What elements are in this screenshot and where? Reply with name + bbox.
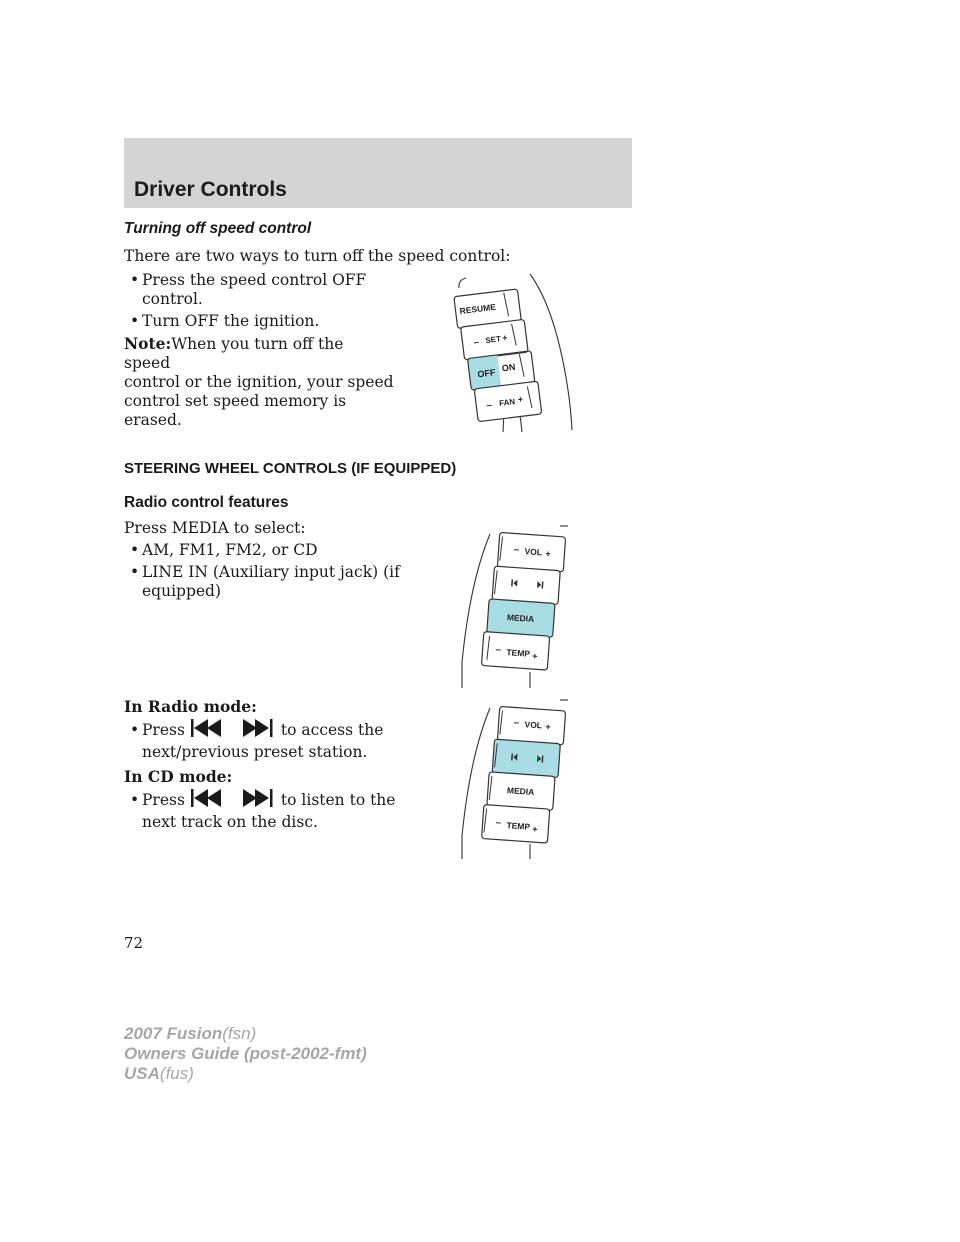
- bullet-dot: •: [130, 721, 140, 739]
- prev-next-icon: [187, 717, 279, 739]
- set-label: SET: [484, 334, 502, 346]
- fan-label: FAN: [498, 397, 516, 408]
- off-label: OFF: [476, 367, 496, 380]
- seek-highlight: [492, 739, 560, 778]
- temp-label: TEMP: [506, 820, 531, 832]
- steering-heading: STEERING WHEEL CONTROLS (IF EQUIPPED): [124, 460, 457, 477]
- vol-plus: +: [545, 721, 552, 733]
- section-header: [124, 138, 632, 208]
- section-title: Driver Controls: [134, 178, 287, 201]
- media-bullet-2: • LINE IN (Auxiliary input jack) (if equipped): [130, 563, 400, 600]
- bullet-dot: •: [130, 312, 140, 330]
- temp-plus: +: [531, 650, 538, 662]
- document-footer: 2007 Fusion(fsn) Owners Guide (post-2002-fmt) USA(fus): [124, 1024, 367, 1083]
- speed-off-subtitle: Turning off speed control: [124, 220, 312, 237]
- vol-label: VOL: [524, 546, 543, 558]
- media-label: MEDIA: [506, 612, 535, 625]
- fan-minus: –: [485, 399, 493, 412]
- set-plus: +: [501, 332, 509, 344]
- vol-label: VOL: [524, 719, 543, 731]
- radio-seek-diagram: [450, 696, 575, 861]
- prev-next-icon: [187, 787, 279, 809]
- vol-minus: –: [513, 717, 520, 729]
- cd-mode-label: In CD mode:: [124, 767, 233, 786]
- temp-minus: –: [495, 644, 502, 656]
- bullet-dot: •: [130, 541, 140, 559]
- note-label: Note:: [124, 334, 172, 353]
- fan-plus: +: [517, 394, 524, 405]
- on-label: ON: [501, 361, 516, 374]
- vol-minus: –: [513, 544, 520, 556]
- speed-off-bullet-1: • Press the speed control OFF control.: [130, 271, 367, 308]
- bullet-dot: •: [130, 563, 140, 581]
- temp-plus: +: [531, 824, 538, 835]
- bullet-dot: •: [130, 271, 140, 289]
- set-minus: –: [472, 337, 480, 349]
- speed-control-diagram: [448, 270, 578, 435]
- media-label: MEDIA: [506, 785, 535, 798]
- resume-label: RESUME: [459, 301, 497, 317]
- vol-plus: +: [545, 548, 552, 560]
- radio-media-diagram: [450, 522, 575, 690]
- page-number: 72: [124, 934, 144, 952]
- radio-mode-label: In Radio mode:: [124, 697, 257, 716]
- speed-off-note: Note:When you turn off the speed control or the ignition, your speed control set speed memory is erased.: [124, 334, 394, 429]
- temp-label: TEMP: [506, 647, 531, 659]
- temp-minus: –: [495, 817, 502, 829]
- speed-off-intro: There are two ways to turn off the speed control:: [124, 247, 511, 265]
- bullet-dot: •: [130, 791, 140, 809]
- radio-features-title: Radio control features: [124, 494, 289, 511]
- press-media-text: Press MEDIA to select:: [124, 519, 306, 537]
